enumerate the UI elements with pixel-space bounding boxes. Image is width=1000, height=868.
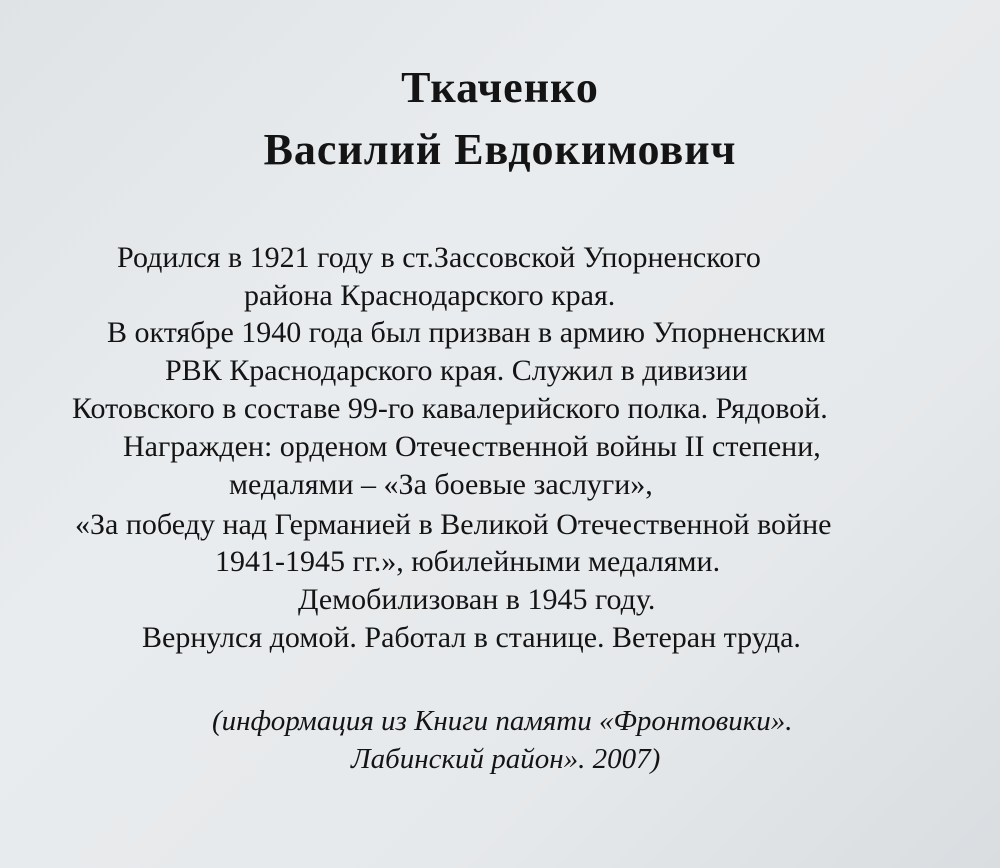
biography-line: В октябре 1940 года был призван в армию Упорненским — [107, 316, 826, 349]
biography-line: Награжден: орденом Отечественной войны II степени, — [123, 430, 821, 463]
biography-line: «За победу над Германией в Великой Отечественной войне — [75, 508, 832, 541]
person-surname: Ткаченко — [401, 63, 599, 112]
biography-line: Демобилизован в 1945 году. — [298, 583, 656, 616]
biography-line: района Краснодарского края. — [244, 279, 616, 312]
biography-line: медалями – «За боевые заслуги», — [229, 468, 653, 501]
biography-line: Вернулся домой. Работал в станице. Ветеран труда. — [142, 621, 801, 654]
biography-line: РВК Краснодарского края. Служил в дивизии — [165, 354, 748, 387]
source-line: (информация из Книги памяти «Фронтовики». — [212, 705, 793, 737]
biography-line: Родился в 1921 году в ст.Зассовской Упорненского — [117, 241, 761, 274]
biography-line: Котовского в составе 99-го кавалерийского полка. Рядовой. — [72, 392, 828, 425]
source-line: Лабинский район». 2007) — [351, 743, 661, 775]
biography-line: 1941-1945 гг.», юбилейными медалями. — [215, 545, 721, 578]
person-full-name: Василий Евдокимович — [263, 125, 737, 174]
